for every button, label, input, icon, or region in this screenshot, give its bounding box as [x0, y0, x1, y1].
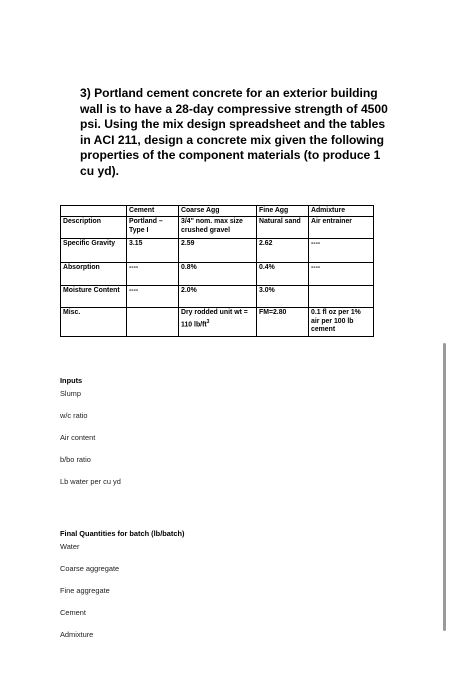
header-cell: Coarse Agg — [179, 206, 257, 217]
input-slump: Slump — [60, 389, 81, 398]
table-cell: ---- — [127, 286, 179, 308]
table-cell: ---- — [309, 263, 374, 286]
table-cell: ---- — [127, 263, 179, 286]
inputs-heading: Inputs — [60, 376, 83, 385]
table-row — [61, 308, 374, 337]
header-cell: Fine Agg — [257, 206, 309, 217]
header-cell: Cement — [127, 206, 179, 217]
final-admixture: Admixture — [60, 630, 94, 639]
cell-text: Dry rodded unit wt = 110 lb/ft — [181, 309, 248, 329]
table-cell: 0.4% — [257, 263, 309, 286]
material-properties-table — [60, 205, 374, 337]
table-row — [61, 239, 374, 263]
row-label: Absorption — [61, 263, 127, 286]
row-label: Misc. — [61, 308, 127, 337]
problem-statement: 3) Portland cement concrete for an exterior building wall is to have a 28-day compressive strength of 4500 psi. Using the mix design spreadsheet and the tables in ACI 211, design a concrete mix given the following properties of the component materials (to produce 1 cu yd). — [80, 86, 388, 178]
input-air-content: Air content — [60, 433, 96, 442]
superscript: 3 — [206, 318, 210, 325]
final-fine-aggregate: Fine aggregate — [60, 586, 110, 595]
table-cell: Air entrainer — [309, 217, 374, 239]
row-label: Description — [61, 217, 127, 239]
final-cement: Cement — [60, 608, 86, 617]
header-cell: Admixture — [309, 206, 374, 217]
final-quantities-heading: Final Quantities for batch (lb/batch) — [60, 529, 185, 538]
final-water: Water — [60, 542, 80, 551]
table-cell: 2.59 — [179, 239, 257, 263]
table-cell: FM=2.80 — [257, 308, 309, 337]
table-cell — [179, 308, 257, 337]
table-cell — [309, 286, 374, 308]
input-bbo-ratio: b/bo ratio — [60, 455, 91, 464]
table-header-row — [61, 206, 374, 217]
vertical-scrollbar[interactable] — [443, 343, 446, 631]
table-row — [61, 217, 374, 239]
table-cell: 3.0% — [257, 286, 309, 308]
table-cell: Portland – Type I — [127, 217, 179, 239]
final-coarse-aggregate: Coarse aggregate — [60, 564, 120, 573]
table-cell: ---- — [309, 239, 374, 263]
table-cell: 3/4" nom. max size crushed gravel — [179, 217, 257, 239]
table-cell: 2.0% — [179, 286, 257, 308]
table-cell: 2.62 — [257, 239, 309, 263]
table-row — [61, 286, 374, 308]
table-cell — [127, 308, 179, 337]
header-cell — [61, 206, 127, 217]
table-cell: 3.15 — [127, 239, 179, 263]
table-cell: Natural sand — [257, 217, 309, 239]
input-water-per-cuyd: Lb water per cu yd — [60, 477, 121, 486]
input-wc-ratio: w/c ratio — [60, 411, 88, 420]
table-row — [61, 263, 374, 286]
table-cell: 0.1 fl oz per 1% air per 100 lb cement — [309, 308, 374, 337]
table-cell: 0.8% — [179, 263, 257, 286]
row-label: Moisture Content — [61, 286, 127, 308]
row-label: Specific Gravity — [61, 239, 127, 263]
